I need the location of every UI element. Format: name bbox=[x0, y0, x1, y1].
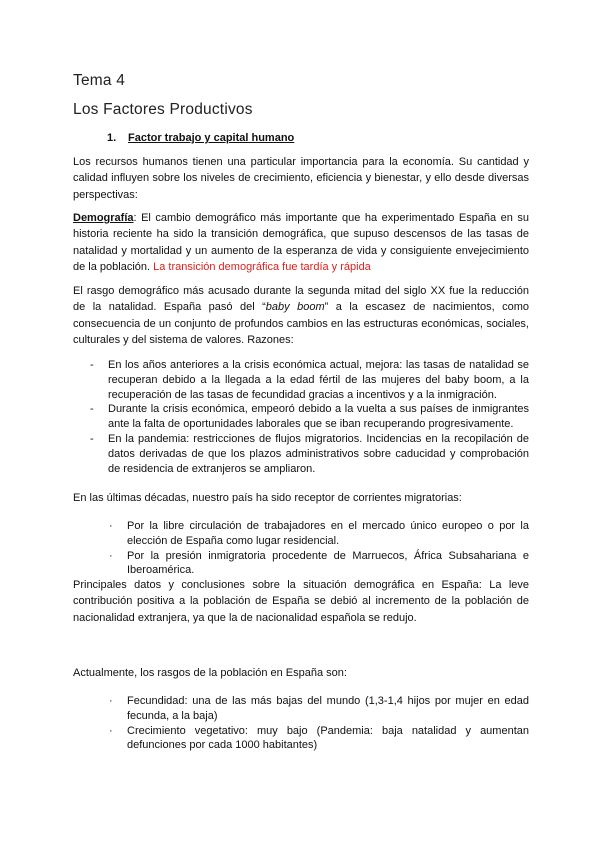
topic-title: Tema 4 bbox=[73, 72, 126, 89]
list-marker: - bbox=[90, 403, 94, 416]
razones-list bbox=[73, 358, 529, 476]
rasgos-list bbox=[73, 694, 529, 753]
migracion-list bbox=[73, 519, 529, 578]
demografia-label: Demografía bbox=[73, 212, 134, 224]
list-text: Fecundidad: una de las más bajas del mundo (1,3-1,4 hijos por mujer en edad fecunda, a la baja) bbox=[127, 695, 529, 722]
list-text: En los años anteriores a la crisis económica actual, mejora: las tasas de natalidad se recuperan debido a la llegada a la edad fértil de las mujeres del baby boom, a la recuperación de las tasas de fecundidad gracias a incentivos y a la inmigración. bbox=[108, 359, 529, 401]
list-text: Por la presión inmigratoria procedente de Marruecos, África Subsahariana e Iberoamérica. bbox=[127, 549, 529, 577]
rasgo-paragraph bbox=[73, 283, 529, 348]
rasgos-intro: Actualmente, los rasgos de la población en España son: bbox=[73, 667, 347, 679]
list-text: Por la libre circulación de trabajadores en el mercado único europeo o por la elección de España como lugar residencial. bbox=[127, 520, 529, 547]
list-item bbox=[73, 432, 529, 476]
list-item bbox=[73, 694, 529, 724]
chapter-title: Los Factores Productivos bbox=[73, 101, 253, 118]
list-marker: - bbox=[90, 359, 94, 371]
rasgo-italic: baby boom bbox=[265, 301, 325, 314]
rasgo-text-b: ” a la escasez de nacimientos, como consecuencia de un conjunto de profundos cambios en las estructuras económicas, sociales, culturales y del sistema de valores. Razones: bbox=[73, 301, 530, 346]
list-text: Durante la crisis económica, empeoró debido a la vuelta a sus países de inmigrantes ante la falta de oportunidades laborales que se iban recuperando progresivamente. bbox=[108, 403, 529, 431]
list-marker: · bbox=[109, 695, 113, 707]
list-text: En la pandemia: restricciones de flujos migratorios. Incidencias en la recopilación de datos derivadas de que los plazos administrativos sobre caducidad y comprobación de residencia de extranjeros se ampliaron. bbox=[108, 432, 529, 475]
demografia-text: : El cambio demográfico más importante que ha experimentado España en su historia reciente ha sido la transición demográfica, que supuso descensos de las tasas de natalidad y mortalidad y un aumento de la esperanza de vida y consiguiente envejecimiento de la población. bbox=[73, 212, 529, 273]
migracion-intro: En las últimas décadas, nuestro país ha sido receptor de corrientes migratorias: bbox=[73, 492, 462, 504]
demografia-paragraph bbox=[73, 210, 529, 275]
section-number: 1. bbox=[107, 132, 117, 144]
intro-paragraph: Los recursos humanos tienen una particular importancia para la economía. Su cantidad y calidad influyen sobre los niveles de crecimiento, eficiencia y bienestar, y ello desde diversas perspectivas: bbox=[73, 156, 529, 201]
list-item bbox=[73, 519, 529, 549]
list-marker: · bbox=[109, 549, 113, 562]
section-heading bbox=[107, 132, 294, 144]
list-item bbox=[73, 402, 529, 432]
list-item bbox=[73, 358, 529, 402]
list-text: Crecimiento vegetativo: muy bajo (Pandemia: baja natalidad y aumentan defunciones por cada 1000 habitantes) bbox=[127, 724, 529, 752]
demografia-highlight: La transición demográfica fue tardía y rápida bbox=[153, 260, 371, 273]
rasgo-text-a: El rasgo demográfico más acusado durante la segunda mitad del siglo XX fue la reducción de la natalidad. España pasó del “ bbox=[73, 285, 529, 314]
list-marker: · bbox=[109, 520, 113, 532]
list-item bbox=[73, 549, 529, 579]
list-item bbox=[73, 724, 529, 754]
list-marker: - bbox=[90, 432, 94, 445]
section-title: Factor trabajo y capital humano bbox=[128, 132, 295, 144]
principales-paragraph: Principales datos y conclusiones sobre la situación demográfica en España: La leve contribución positiva a la población de España se debió al incremento de la población de nacionalidad extranjera, ya que la de nacionalidad española se redujo. bbox=[73, 579, 529, 624]
list-marker: · bbox=[109, 724, 113, 737]
